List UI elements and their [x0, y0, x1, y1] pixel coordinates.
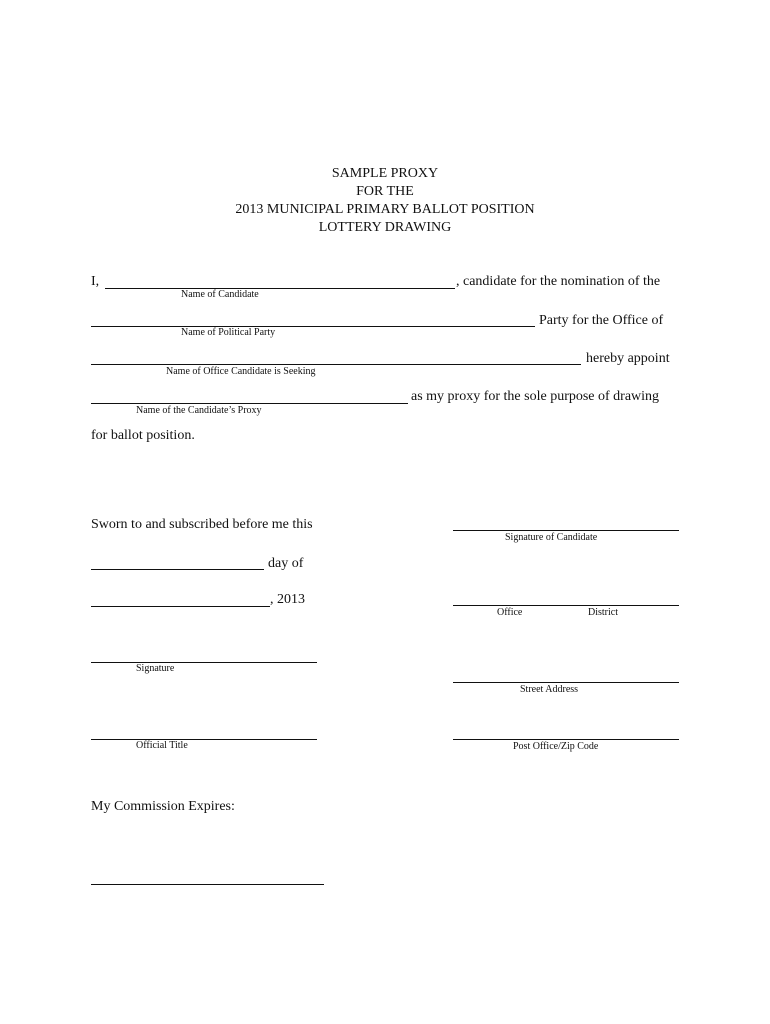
post-office-zip-field[interactable]	[453, 739, 679, 740]
proxy-name-field[interactable]	[91, 403, 408, 404]
i-prefix: I,	[91, 274, 100, 289]
proxy-suffix-text: as my proxy for the sole purpose of drawing	[411, 389, 660, 404]
office-sought-field[interactable]	[91, 364, 581, 365]
year-text: , 2013	[270, 592, 305, 607]
notary-signature-field[interactable]	[91, 662, 317, 663]
office-caption: Office	[497, 607, 523, 618]
party-suffix-text: Party for the Office of	[539, 313, 664, 328]
office-district-field[interactable]	[453, 605, 679, 606]
proxy-name-caption: Name of the Candidate’s Proxy	[136, 405, 262, 416]
title-line-3: 2013 MUNICIPAL PRIMARY BALLOT POSITION	[235, 202, 535, 217]
post-office-zip-caption: Post Office/Zip Code	[513, 741, 599, 752]
political-party-caption: Name of Political Party	[181, 327, 276, 338]
candidate-suffix-text: , candidate for the nomination of the	[456, 274, 661, 289]
candidate-name-field[interactable]	[105, 288, 455, 289]
month-field[interactable]	[91, 606, 270, 607]
district-caption: District	[588, 607, 618, 618]
sworn-text: Sworn to and subscribed before me this	[91, 517, 313, 532]
commission-expires-field[interactable]	[91, 884, 324, 885]
notary-signature-caption: Signature	[136, 663, 175, 674]
title-line-2: FOR THE	[356, 184, 414, 199]
office-sought-caption: Name of Office Candidate is Seeking	[166, 366, 316, 377]
political-party-field[interactable]	[91, 326, 535, 327]
day-field[interactable]	[91, 569, 264, 570]
street-address-field[interactable]	[453, 682, 679, 683]
official-title-field[interactable]	[91, 739, 317, 740]
title-line-1: SAMPLE PROXY	[331, 166, 439, 181]
office-suffix-text: hereby appoint	[586, 351, 670, 366]
day-of-text: day of	[268, 556, 304, 571]
closing-text: for ballot position.	[91, 428, 195, 443]
title-line-4: LOTTERY DRAWING	[318, 220, 452, 235]
street-address-caption: Street Address	[520, 684, 579, 695]
candidate-signature-caption: Signature of Candidate	[505, 532, 598, 543]
commission-expires-text: My Commission Expires:	[91, 799, 235, 814]
candidate-signature-field[interactable]	[453, 530, 679, 531]
candidate-name-caption: Name of Candidate	[181, 289, 259, 300]
official-title-caption: Official Title	[136, 740, 188, 751]
